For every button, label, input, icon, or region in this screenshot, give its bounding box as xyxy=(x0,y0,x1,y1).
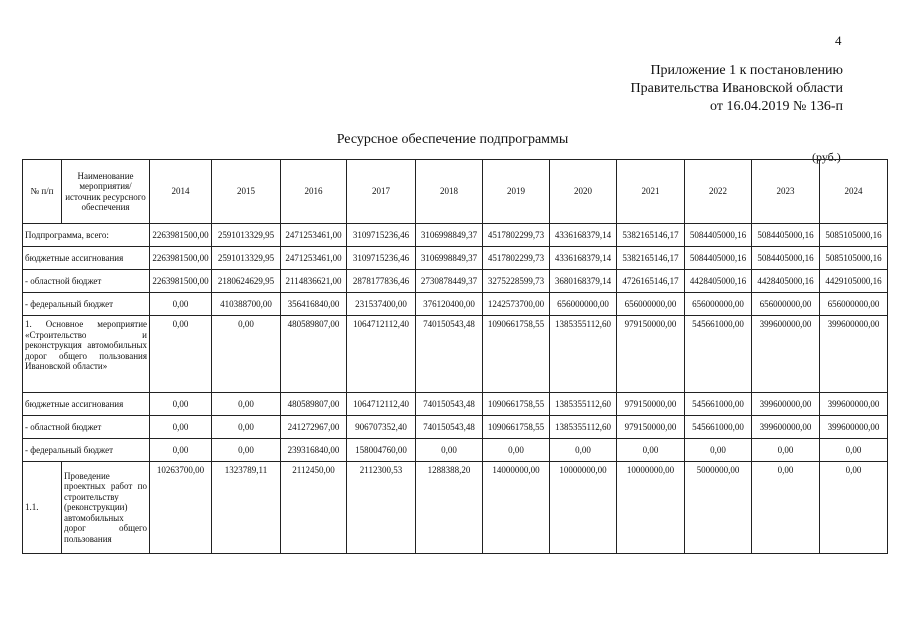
value-cell: 399600000,00 xyxy=(820,416,888,439)
header-year: 2018 xyxy=(416,160,483,224)
value-cell: 0,00 xyxy=(150,416,212,439)
value-cell: 239316840,00 xyxy=(281,439,347,462)
table-row xyxy=(23,439,888,462)
value-cell: 1242573700,00 xyxy=(483,293,550,316)
value-cell: 10000000,00 xyxy=(550,462,617,554)
value-cell: 656000000,00 xyxy=(685,293,752,316)
row-label: Подпрограмма, всего: xyxy=(23,224,150,247)
value-cell: 0,00 xyxy=(212,439,281,462)
value-cell: 4428405000,16 xyxy=(752,270,820,293)
value-cell: 4517802299,73 xyxy=(483,247,550,270)
value-cell: 0,00 xyxy=(150,439,212,462)
value-cell: 0,00 xyxy=(550,439,617,462)
value-cell: 656000000,00 xyxy=(550,293,617,316)
value-cell: 5000000,00 xyxy=(685,462,752,554)
value-cell: 3106998849,37 xyxy=(416,247,483,270)
header-year: 2023 xyxy=(752,160,820,224)
task-name: Проведение проектных работ по строительству (реконструкции) автомобильных дорог общего пользования xyxy=(62,462,150,554)
value-cell: 3109715236,46 xyxy=(347,247,416,270)
table-body xyxy=(23,224,888,554)
value-cell: 4517802299,73 xyxy=(483,224,550,247)
value-cell: 979150000,00 xyxy=(617,316,685,393)
value-cell: 656000000,00 xyxy=(752,293,820,316)
value-cell: 1323789,11 xyxy=(212,462,281,554)
value-cell: 0,00 xyxy=(617,439,685,462)
value-cell: 1385355112,60 xyxy=(550,316,617,393)
header-name: Наименование мероприятия/источник ресурсного обеспечения xyxy=(62,160,150,224)
value-cell: 0,00 xyxy=(212,416,281,439)
value-cell: 0,00 xyxy=(150,316,212,393)
resource-table xyxy=(22,159,888,554)
value-cell: 1385355112,60 xyxy=(550,393,617,416)
value-cell: 545661000,00 xyxy=(685,416,752,439)
value-cell: 10000000,00 xyxy=(617,462,685,554)
value-cell: 3106998849,37 xyxy=(416,224,483,247)
value-cell: 5084405000,16 xyxy=(752,224,820,247)
value-cell: 399600000,00 xyxy=(752,316,820,393)
value-cell: 1090661758,55 xyxy=(483,316,550,393)
header-year: 2021 xyxy=(617,160,685,224)
value-cell: 0,00 xyxy=(416,439,483,462)
value-cell: 4336168379,14 xyxy=(550,247,617,270)
task-number: 1.1. xyxy=(23,462,62,554)
value-cell: 1064712112,40 xyxy=(347,393,416,416)
value-cell: 399600000,00 xyxy=(820,316,888,393)
row-label: бюджетные ассигнования xyxy=(23,247,150,270)
value-cell: 2471253461,00 xyxy=(281,247,347,270)
row-label: - федеральный бюджет xyxy=(23,293,150,316)
document-title: Ресурсное обеспечение подпрограммы xyxy=(336,132,569,147)
value-cell: 1385355112,60 xyxy=(550,416,617,439)
appendix-line-3: от 16.04.2019 № 136-п xyxy=(710,99,843,114)
value-cell: 10263700,00 xyxy=(150,462,212,554)
value-cell: 14000000,00 xyxy=(483,462,550,554)
row-label: - федеральный бюджет xyxy=(23,439,150,462)
value-cell: 1090661758,55 xyxy=(483,393,550,416)
appendix-line-2: Правительства Ивановской области xyxy=(630,81,843,96)
value-cell: 4428405000,16 xyxy=(685,270,752,293)
value-cell: 480589807,00 xyxy=(281,393,347,416)
task-row xyxy=(23,462,888,554)
header-year: 2019 xyxy=(483,160,550,224)
table-row xyxy=(23,416,888,439)
header-year: 2017 xyxy=(347,160,416,224)
value-cell: 2180624629,95 xyxy=(212,270,281,293)
value-cell: 0,00 xyxy=(685,439,752,462)
value-cell: 1064712112,40 xyxy=(347,316,416,393)
row-label: 1. Основное мероприятие «Строительство и реконструкция автомобильных дорог общего пользования Ивановской области» xyxy=(23,316,150,393)
value-cell: 480589807,00 xyxy=(281,316,347,393)
appendix-line-1: Приложение 1 к постановлению xyxy=(650,63,843,78)
value-cell: 906707352,40 xyxy=(347,416,416,439)
value-cell: 2263981500,00 xyxy=(150,247,212,270)
value-cell: 4726165146,17 xyxy=(617,270,685,293)
header-number: № п/п xyxy=(23,160,62,224)
value-cell: 979150000,00 xyxy=(617,416,685,439)
table-row xyxy=(23,247,888,270)
value-cell: 545661000,00 xyxy=(685,393,752,416)
value-cell: 3275228599,73 xyxy=(483,270,550,293)
header-year: 2024 xyxy=(820,160,888,224)
header-year: 2015 xyxy=(212,160,281,224)
value-cell: 399600000,00 xyxy=(820,393,888,416)
value-cell: 979150000,00 xyxy=(617,393,685,416)
value-cell: 2730878449,37 xyxy=(416,270,483,293)
value-cell: 740150543,48 xyxy=(416,393,483,416)
value-cell: 0,00 xyxy=(150,393,212,416)
value-cell: 2591013329,95 xyxy=(212,224,281,247)
value-cell: 231537400,00 xyxy=(347,293,416,316)
value-cell: 4429105000,16 xyxy=(820,270,888,293)
value-cell: 5085105000,16 xyxy=(820,224,888,247)
row-label: - областной бюджет xyxy=(23,416,150,439)
value-cell: 410388700,00 xyxy=(212,293,281,316)
table-row xyxy=(23,393,888,416)
value-cell: 2263981500,00 xyxy=(150,270,212,293)
value-cell: 5084405000,16 xyxy=(752,247,820,270)
table-header-row xyxy=(23,160,888,224)
value-cell: 1090661758,55 xyxy=(483,416,550,439)
value-cell: 399600000,00 xyxy=(752,393,820,416)
value-cell: 4336168379,14 xyxy=(550,224,617,247)
value-cell: 356416840,00 xyxy=(281,293,347,316)
row-label: - областной бюджет xyxy=(23,270,150,293)
value-cell: 545661000,00 xyxy=(685,316,752,393)
value-cell: 0,00 xyxy=(483,439,550,462)
value-cell: 5382165146,17 xyxy=(617,224,685,247)
value-cell: 2591013329,95 xyxy=(212,247,281,270)
value-cell: 5382165146,17 xyxy=(617,247,685,270)
row-label: бюджетные ассигнования xyxy=(23,393,150,416)
currency-unit: (руб.) xyxy=(812,150,841,164)
value-cell: 740150543,48 xyxy=(416,316,483,393)
value-cell: 158004760,00 xyxy=(347,439,416,462)
value-cell: 2112300,53 xyxy=(347,462,416,554)
value-cell: 0,00 xyxy=(820,462,888,554)
value-cell: 3680168379,14 xyxy=(550,270,617,293)
value-cell: 5084405000,16 xyxy=(685,247,752,270)
header-year: 2016 xyxy=(281,160,347,224)
value-cell: 2471253461,00 xyxy=(281,224,347,247)
value-cell: 0,00 xyxy=(212,316,281,393)
value-cell: 656000000,00 xyxy=(820,293,888,316)
value-cell: 0,00 xyxy=(820,439,888,462)
value-cell: 2114836621,00 xyxy=(281,270,347,293)
page-number: 4 xyxy=(835,33,842,48)
header-year: 2020 xyxy=(550,160,617,224)
value-cell: 3109715236,46 xyxy=(347,224,416,247)
value-cell: 5085105000,16 xyxy=(820,247,888,270)
table-row xyxy=(23,224,888,247)
value-cell: 0,00 xyxy=(752,462,820,554)
appendix-note xyxy=(631,62,843,116)
value-cell: 5084405000,16 xyxy=(685,224,752,247)
header-year: 2022 xyxy=(685,160,752,224)
value-cell: 241272967,00 xyxy=(281,416,347,439)
value-cell: 376120400,00 xyxy=(416,293,483,316)
value-cell: 2878177836,46 xyxy=(347,270,416,293)
table-row xyxy=(23,316,888,393)
table-row xyxy=(23,293,888,316)
value-cell: 2112450,00 xyxy=(281,462,347,554)
table-row xyxy=(23,270,888,293)
value-cell: 0,00 xyxy=(150,293,212,316)
header-year: 2014 xyxy=(150,160,212,224)
value-cell: 656000000,00 xyxy=(617,293,685,316)
value-cell: 740150543,48 xyxy=(416,416,483,439)
value-cell: 1288388,20 xyxy=(416,462,483,554)
value-cell: 2263981500,00 xyxy=(150,224,212,247)
value-cell: 0,00 xyxy=(212,393,281,416)
value-cell: 399600000,00 xyxy=(752,416,820,439)
value-cell: 0,00 xyxy=(752,439,820,462)
